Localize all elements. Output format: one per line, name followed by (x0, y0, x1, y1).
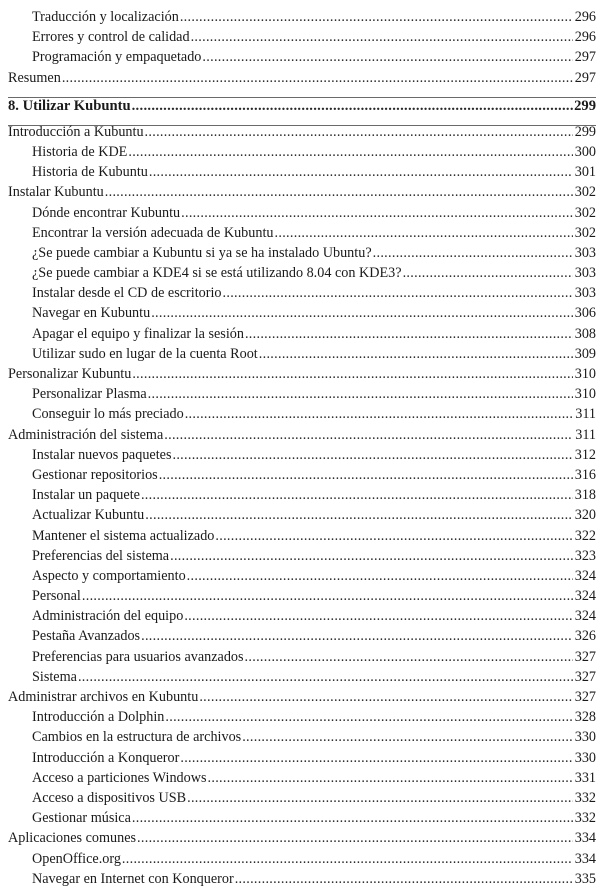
toc-subentry (8, 445, 596, 465)
page-number: 297 (574, 69, 596, 86)
page-number: 311 (575, 406, 596, 423)
toc-subentry (8, 203, 596, 223)
toc-entry-title: Actualizar Kubuntu (32, 507, 145, 524)
dot-leader (170, 546, 573, 566)
toc-entry-title: Encontrar la versión adecuada de Kubuntu (32, 224, 274, 241)
dot-leader (137, 828, 573, 848)
toc-entry-title: Historia de Kubuntu (32, 164, 148, 181)
dot-leader (202, 47, 573, 67)
toc-entry-title: Cambios en la estructura de archivos (32, 729, 242, 746)
page-number: 311 (575, 426, 596, 443)
page-number: 301 (574, 164, 596, 181)
toc-subentry (8, 485, 596, 505)
page-number: 308 (574, 325, 596, 342)
dot-leader (181, 203, 573, 223)
toc-entry-title: Preferencias del sistema (32, 547, 170, 564)
toc-entry-title: Sistema (32, 668, 77, 685)
toc-entry-title: Aplicaciones comunes (8, 830, 137, 847)
page-number: 297 (574, 49, 596, 66)
page-number: 322 (574, 527, 596, 544)
toc-subentry (8, 788, 596, 808)
dot-leader (187, 788, 573, 808)
page-number: 310 (574, 386, 596, 403)
toc-entry-title: Personalizar Plasma (32, 386, 147, 403)
dot-leader (242, 727, 573, 747)
toc-subentry (8, 243, 596, 263)
toc-subentry (8, 566, 596, 586)
toc-subentry (8, 162, 596, 182)
toc-subentry (8, 748, 596, 768)
toc-subentry (8, 707, 596, 727)
toc-subentry (8, 404, 596, 424)
page-number: 328 (574, 709, 596, 726)
page-number: 303 (574, 285, 596, 302)
dot-leader (141, 626, 573, 646)
toc-subentry (8, 586, 596, 606)
toc-entry-title: Traducción y localización (32, 9, 179, 25)
toc-entry (8, 68, 596, 88)
dot-leader (180, 748, 573, 768)
toc-entry-title: Historia de KDE (32, 143, 128, 160)
dot-leader (78, 667, 573, 687)
toc-entry-title: Utilizar sudo en lugar de la cuenta Root (32, 345, 258, 362)
dot-leader (164, 425, 573, 445)
page-number: 326 (574, 628, 596, 645)
page-number: 324 (574, 588, 596, 605)
toc-entry (8, 182, 596, 202)
dot-leader (141, 485, 573, 505)
toc-entry-title: Conseguir lo más preciado (32, 406, 184, 423)
toc-entry-title: Dónde encontrar Kubuntu (32, 204, 181, 221)
toc-subentry (8, 546, 596, 566)
page-number: 302 (574, 184, 596, 201)
toc-entry-title: Administrar archivos en Kubuntu (8, 689, 199, 705)
toc-entry-title: Administración del equipo (32, 608, 184, 625)
dot-leader (208, 768, 574, 788)
dot-leader (275, 223, 574, 243)
dot-leader (122, 849, 573, 869)
toc-entry-title: Preferencias para usuarios avanzados (32, 648, 244, 665)
toc-subentry (8, 27, 596, 47)
toc-entry-title: Mantener el sistema actualizado (32, 527, 215, 544)
toc-subentry (8, 47, 596, 67)
page-number: 330 (574, 729, 596, 746)
dot-leader (165, 707, 573, 727)
dot-leader (223, 283, 574, 303)
toc-subentry (8, 142, 596, 162)
page-number: 309 (574, 345, 596, 362)
table-of-contents (8, 7, 596, 889)
page-number: 318 (574, 487, 596, 504)
dot-leader (149, 162, 573, 182)
page-number: 332 (574, 810, 596, 827)
toc-entry-title: Introducción a Dolphin (32, 709, 165, 726)
dot-leader (245, 324, 573, 344)
dot-leader (180, 7, 573, 27)
page-number: 335 (574, 870, 596, 887)
dot-leader (259, 344, 573, 364)
page-number: 320 (574, 507, 596, 524)
toc-entry-title: Navegar en Internet con Konqueror (32, 870, 234, 887)
dot-leader (148, 384, 573, 404)
toc-subentry (8, 263, 596, 283)
toc-subentry (8, 223, 596, 243)
toc-entry-title: ¿Se puede cambiar a Kubuntu si ya se ha instalado Ubuntu? (32, 244, 372, 261)
toc-subentry (8, 727, 596, 747)
toc-entry-title: ¿Se puede cambiar a KDE4 si se está utilizando 8.04 con KDE3? (32, 265, 402, 282)
page-number: 300 (574, 143, 596, 160)
toc-entry-title: Aspecto y comportamiento (32, 567, 186, 584)
page-number: 310 (574, 366, 596, 382)
dot-leader (215, 526, 573, 546)
toc-subentry (8, 647, 596, 667)
page-number: 303 (574, 265, 596, 282)
toc-subentry (8, 283, 596, 303)
toc-entry-title: Instalar desde el CD de escritorio (32, 285, 222, 302)
page-number: 312 (574, 446, 596, 463)
toc-entry-title: Administración del sistema (8, 426, 164, 443)
page-number: 327 (574, 689, 596, 705)
toc-entry-title: Acceso a dispositivos USB (32, 789, 187, 806)
toc-entry-title: 8. Utilizar Kubuntu (8, 97, 131, 114)
toc-entry-title: OpenOffice.org (32, 850, 121, 867)
toc-entry-title: Personal (32, 588, 81, 605)
page-number: 296 (574, 29, 596, 46)
dot-leader (159, 465, 573, 485)
dot-leader (62, 68, 573, 88)
dot-leader (235, 869, 573, 889)
page-number: 330 (574, 749, 596, 766)
dot-leader (184, 606, 573, 626)
page-number: 327 (574, 648, 596, 665)
dot-leader (187, 566, 573, 586)
toc-subentry (8, 303, 596, 323)
toc-entry-title: Resumen (8, 69, 61, 86)
chapter-heading (8, 95, 596, 117)
page-number: 296 (574, 9, 596, 25)
dot-leader (132, 364, 573, 384)
toc-subentry (8, 526, 596, 546)
page-number: 332 (574, 789, 596, 806)
page-number: 316 (574, 466, 596, 483)
toc-entry-title: Gestionar música (32, 810, 131, 827)
toc-subentry (8, 505, 596, 525)
toc-entry (8, 687, 596, 707)
toc-entry-title: Pestaña Avanzados (32, 628, 141, 645)
dot-leader (145, 122, 573, 142)
toc-entry-title: Navegar en Kubuntu (32, 305, 151, 322)
toc-entry-title: Programación y empaquetado (32, 49, 202, 66)
page-number: 299 (574, 123, 596, 140)
toc-entry-title: Gestionar repositorios (32, 466, 158, 483)
toc-subentry (8, 344, 596, 364)
toc-subentry (8, 849, 596, 869)
dot-leader (151, 303, 573, 323)
toc-entry (8, 122, 596, 142)
toc-entry-title: Introducción a Konqueror (32, 749, 180, 766)
page-number: 323 (574, 547, 596, 564)
toc-entry (8, 828, 596, 848)
toc-entry-title: Errores y control de calidad (32, 29, 190, 46)
toc-entry-title: Personalizar Kubuntu (8, 366, 132, 382)
dot-leader (245, 647, 573, 667)
dot-leader (132, 808, 573, 828)
page-number: 299 (574, 97, 596, 114)
dot-leader (105, 182, 573, 202)
dot-leader (185, 404, 573, 424)
toc-subentry (8, 465, 596, 485)
toc-subentry (8, 606, 596, 626)
toc-subentry (8, 7, 596, 27)
toc-subentry (8, 626, 596, 646)
page-number: 306 (574, 305, 596, 322)
dot-leader (82, 586, 573, 606)
toc-subentry (8, 324, 596, 344)
dot-leader (403, 263, 573, 283)
toc-entry-title: Introducción a Kubuntu (8, 123, 144, 140)
toc-entry (8, 425, 596, 445)
toc-subentry (8, 384, 596, 404)
toc-subentry (8, 869, 596, 889)
page-number: 331 (574, 769, 596, 786)
toc-subentry (8, 808, 596, 828)
page-number: 303 (574, 244, 596, 261)
toc-entry-title: Acceso a particiones Windows (32, 769, 207, 786)
page-number: 327 (574, 668, 596, 685)
page-number: 302 (574, 224, 596, 241)
toc-entry-title: Instalar nuevos paquetes (32, 446, 172, 463)
toc-subentry (8, 667, 596, 687)
toc-entry-title: Apagar el equipo y finalizar la sesión (32, 325, 244, 342)
toc-subentry (8, 768, 596, 788)
dot-leader (191, 27, 573, 47)
page-number: 324 (574, 608, 596, 625)
dot-leader (172, 445, 573, 465)
toc-entry-title: Instalar Kubuntu (8, 184, 104, 201)
page-number: 334 (574, 850, 596, 867)
dot-leader (145, 505, 573, 525)
page-number: 334 (574, 830, 596, 847)
toc-entry-title: Instalar un paquete (32, 487, 140, 504)
page-number: 324 (574, 567, 596, 584)
dot-leader (373, 243, 573, 263)
page-number: 302 (574, 204, 596, 221)
dot-leader (199, 687, 573, 707)
dot-leader (132, 95, 573, 117)
toc-entry (8, 364, 596, 384)
dot-leader (128, 142, 573, 162)
